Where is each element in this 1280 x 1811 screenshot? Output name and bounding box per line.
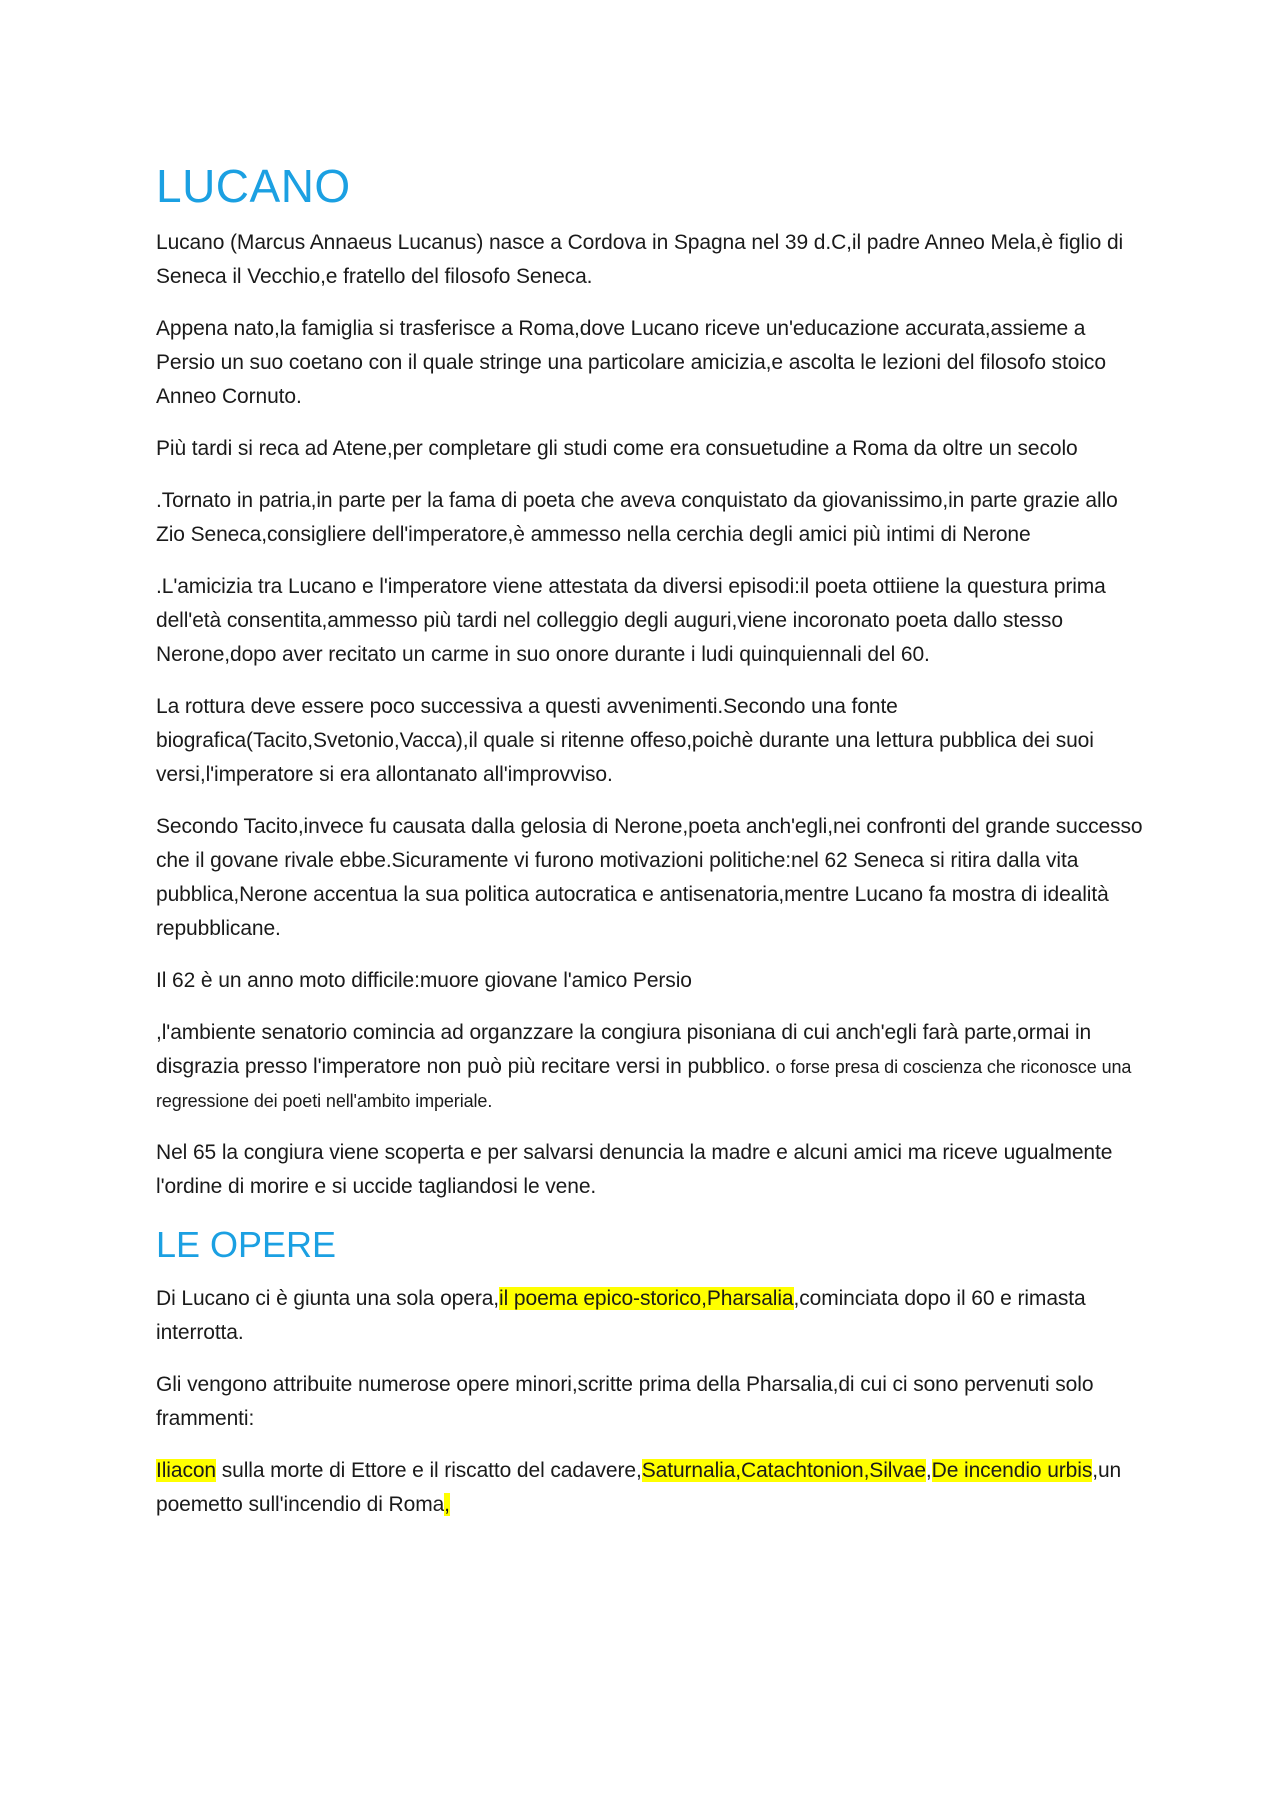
conspiracy-note: o forse presa di coscienza che riconosce una regressione dei poeti nell'ambito imperiale. — [156, 1057, 1132, 1111]
work-iliacon: Iliacon — [156, 1459, 217, 1482]
document-title: LUCANO — [156, 160, 351, 212]
work-de-incendio-urbis: De incendio urbis — [931, 1459, 1093, 1482]
paragraph-tacitus: Secondo Tacito,invece fu causata dalla gelosia di Nerone,poeta anch'egli,nei confronti del grande successo che il govane rivale ebbe.Sicuramente vi furono motivazioni politiche:nel 62 Seneca si ritira dalla vita pubblica,Nerone accentua la sua politica autocratica e antisenatoria,mentre Lucano fa mostra di idealità repubblicane. — [156, 815, 1143, 940]
paragraph-conspiracy — [156, 1016, 1146, 1118]
paragraph-athens: Più tardi si reca ad Atene,per completare gli studi come era consuetudine a Roma da oltre un secolo — [156, 437, 1078, 460]
paragraph-death: Nel 65 la congiura viene scoperta e per salvarsi denuncia la madre e alcuni amici ma riceve ugualmente l'ordine di morire e si uccide tagliandosi le vene. — [156, 1141, 1113, 1198]
section-title-opere: LE OPERE — [156, 1224, 337, 1265]
works-text-a: sulla morte di Ettore e il riscatto del cadavere, — [216, 1459, 642, 1482]
paragraph-pharsalia — [156, 1282, 1146, 1350]
paragraph-education: Appena nato,la famiglia si trasferisce a Roma,dove Lucano riceve un'educazione accurata,assieme a Persio un suo coetano con il quale stringe una particolare amicizia,e ascolta le lezioni del filosofo stoico Anneo Cornuto. — [156, 317, 1106, 408]
pharsalia-text-a: Di Lucano ci è giunta una sola opera, — [156, 1287, 500, 1310]
paragraph-year-62: Il 62 è un anno moto difficile:muore giovane l'amico Persio — [156, 969, 692, 992]
paragraph-minor-works: Gli vengono attribuite numerose opere minori,scritte prima della Pharsalia,di cui ci sono pervenuti solo frammenti: — [156, 1373, 1094, 1430]
paragraph-birth: Lucano (Marcus Annaeus Lucanus) nasce a Cordova in Spagna nel 39 d.C,il padre Anneo Mela,è figlio di Seneca il Vecchio,e fratello del filosofo Seneca. — [156, 231, 1124, 288]
works-trailing-comma: , — [444, 1493, 450, 1516]
works-text-b: , — [925, 1459, 932, 1482]
document-page — [156, 158, 1146, 1540]
paragraph-rupture: La rottura deve essere poco successiva a questi avvenimenti.Secondo una fonte biografica(Tacito,Svetonio,Vacca),il quale si ritenne offeso,poichè durante una lettura pubblica dei suoi versi,l'imperatore si era allontanato all'improvviso. — [156, 695, 1094, 786]
paragraph-works-list — [156, 1454, 1146, 1522]
pharsalia-highlight: il poema epico-storico,Pharsalia — [499, 1287, 794, 1310]
pharsalia-text-b: ,cominciata dopo il 60 e rimasta interrotta. — [156, 1287, 1086, 1344]
conspiracy-text: ,l'ambiente senatorio comincia ad organzzare la congiura pisoniana di cui anch'egli farà parte,ormai in disgrazia presso l'imperatore non può più recitare versi in pubblico. — [156, 1021, 1092, 1078]
paragraph-return: .Tornato in patria,in parte per la fama di poeta che aveva conquistato da giovanissimo,in parte grazie allo Zio Seneca,consigliere dell'imperatore,è ammesso nella cerchia degli amici più intimi di Nerone — [156, 489, 1118, 546]
paragraph-friendship: .L'amicizia tra Lucano e l'imperatore viene attestata da diversi episodi:il poeta ottiiene la questura prima dell'età consentita,ammesso più tardi nel colleggio degli auguri,viene incoronato poeta dallo stesso Nerone,dopo aver recitato un carme in suo onore durante i ludi quinquiennali del 60. — [156, 575, 1106, 666]
works-text-c: ,un poemetto sull'incendio di Roma — [156, 1459, 1122, 1516]
work-saturnalia-group: Saturnalia,Catachtonion,Silvae — [641, 1459, 926, 1482]
